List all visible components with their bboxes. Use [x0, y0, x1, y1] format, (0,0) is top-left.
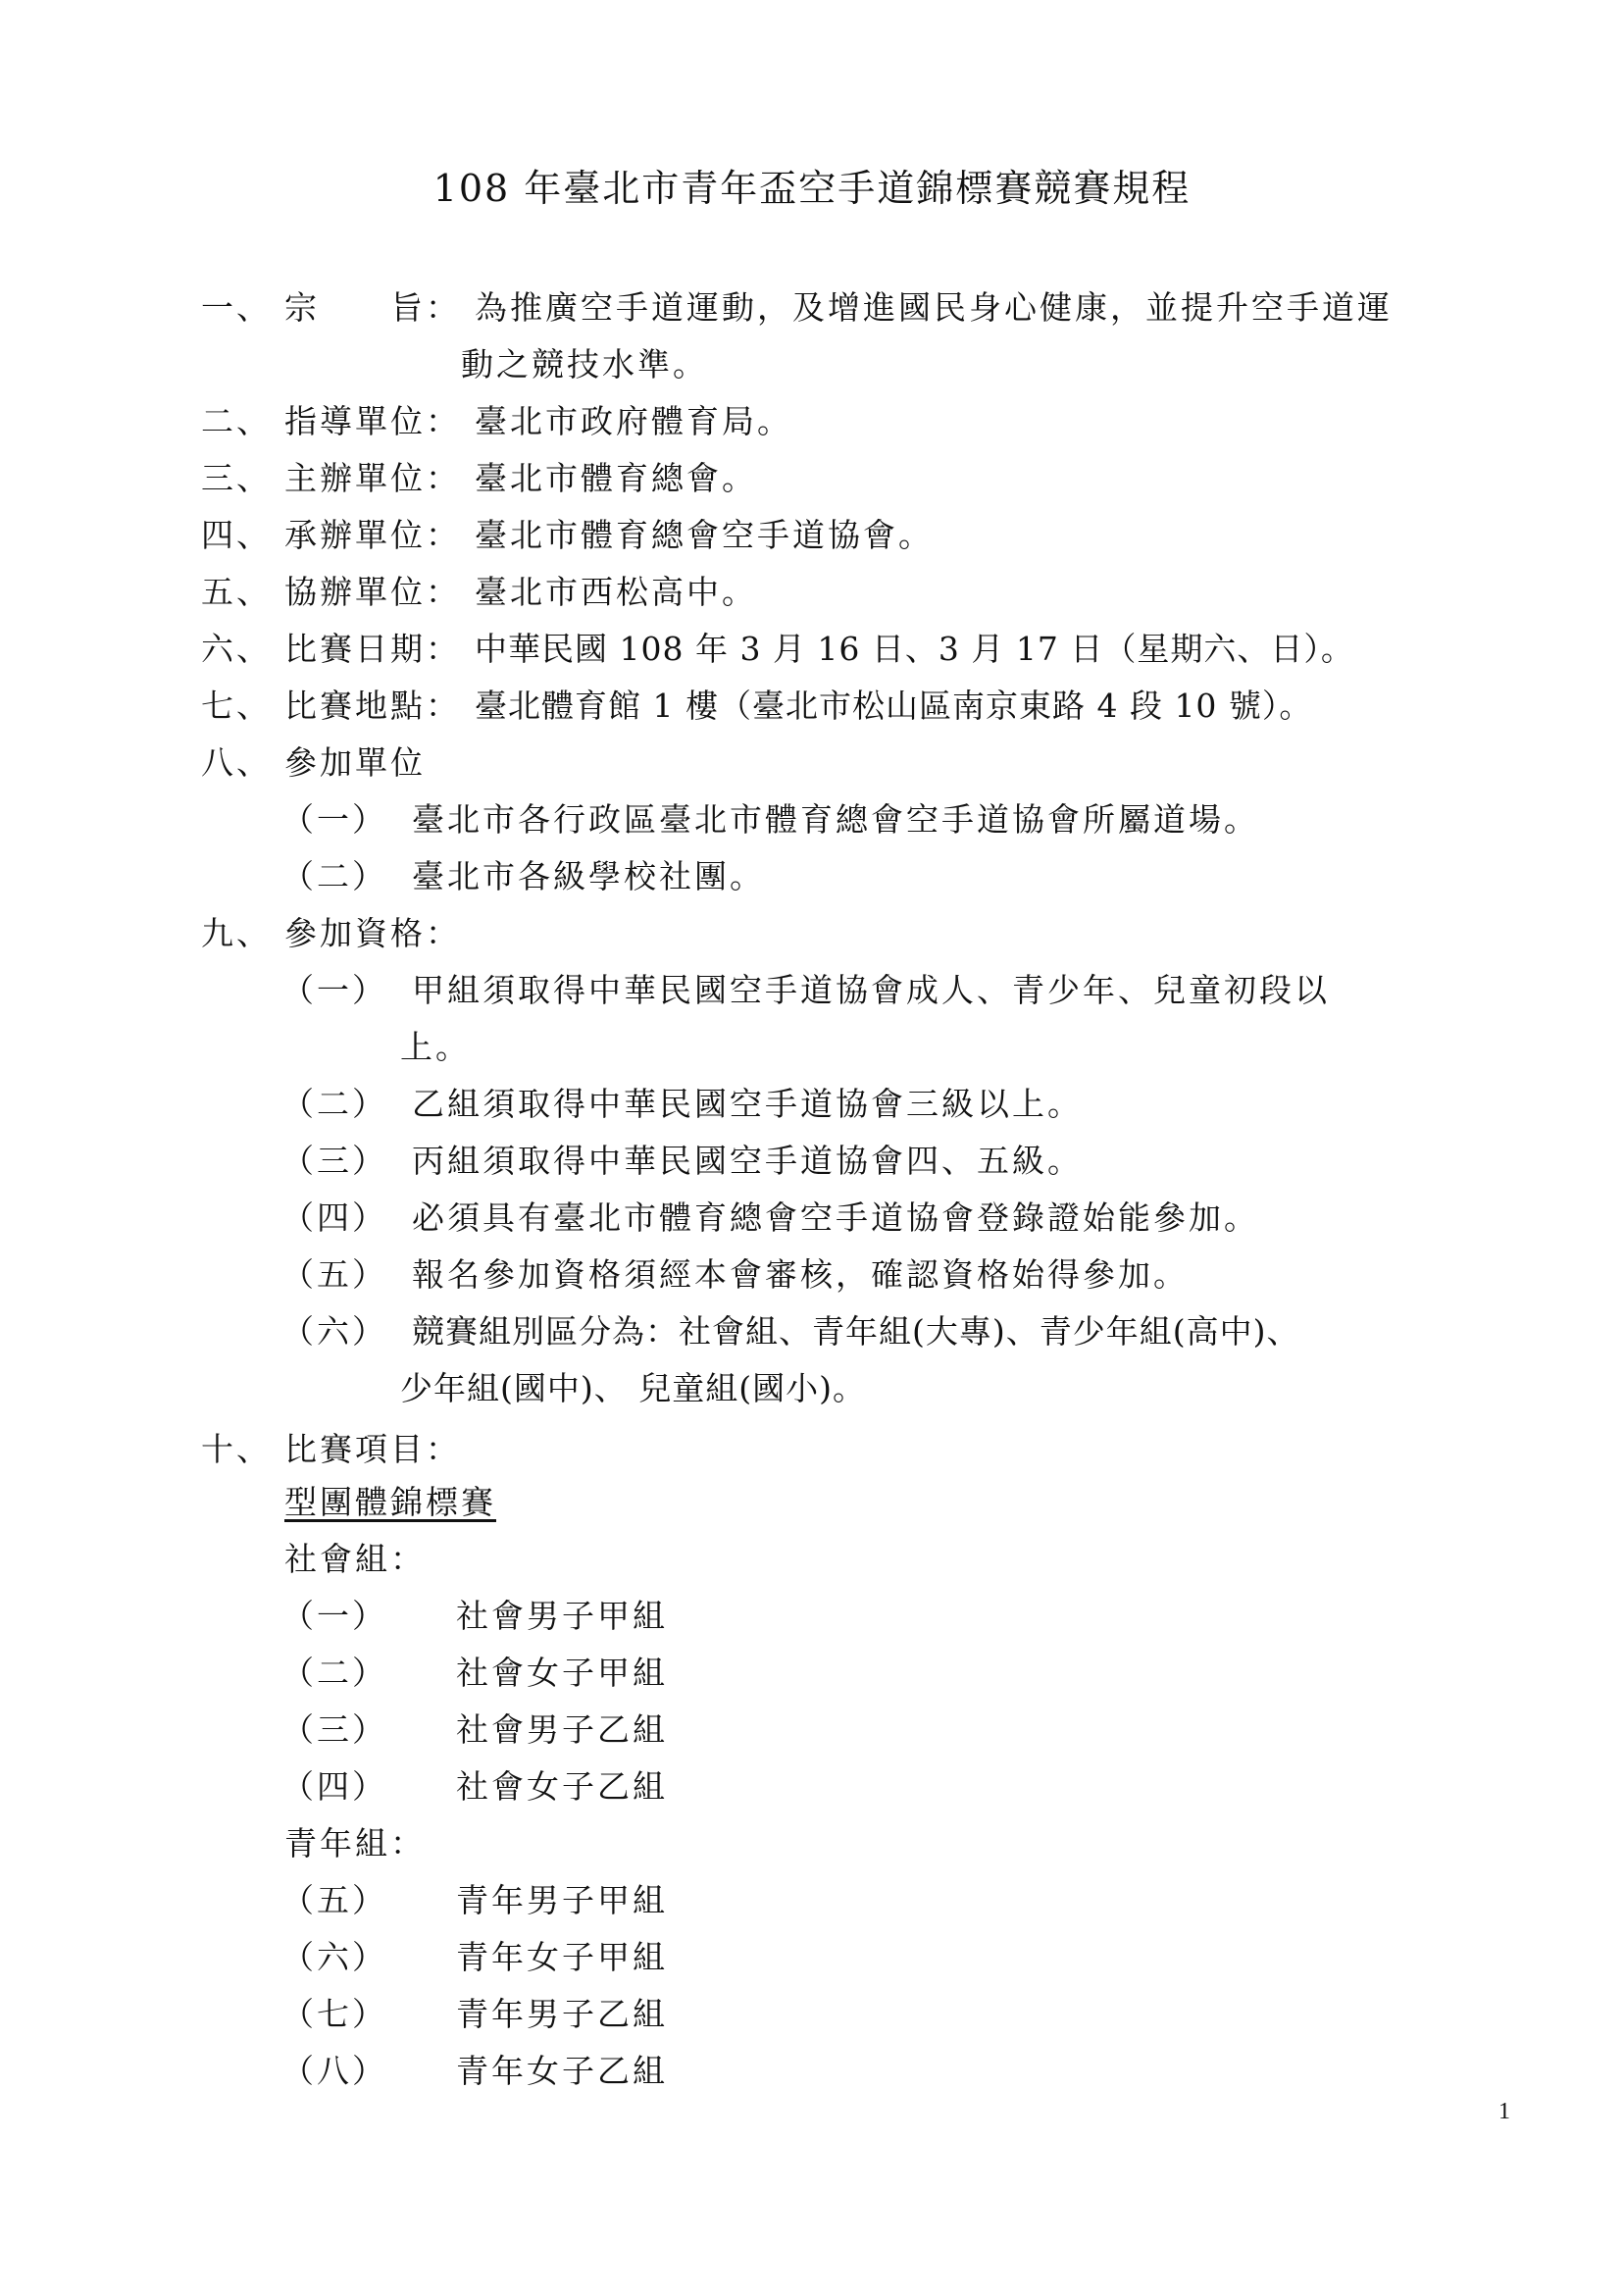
competition-heading: 型團體錦標賽 — [284, 1483, 496, 1521]
section-number: 二、 — [201, 402, 272, 440]
list-item-number: （六） — [281, 1938, 387, 1976]
sub-item-text: 報名參加資格須經本會審核，確認資格始得參加。 — [412, 1255, 1189, 1294]
sub-item-number: （四） — [281, 1198, 387, 1237]
sub-item-number: （一） — [281, 800, 387, 839]
sub-item-number: （六） — [281, 1312, 387, 1351]
section-number: 十、 — [201, 1430, 272, 1468]
section-number: 五、 — [201, 573, 272, 611]
list-item-text: 青年女子乙組 — [456, 2052, 668, 2090]
section-label: 比賽地點： — [284, 687, 461, 725]
section-number: 四、 — [201, 516, 272, 554]
list-item-number: （五） — [281, 1881, 387, 1919]
section-value: 臺北市政府體育局。 — [475, 402, 792, 440]
list-item-number: （八） — [281, 2052, 387, 2090]
sub-item-text: 必須具有臺北市體育總會空手道協會登錄證始能參加。 — [412, 1198, 1259, 1237]
document-title: 108 年臺北市青年盃空手道錦標賽競賽規程 — [432, 167, 1192, 210]
page-number: 1 — [1498, 2099, 1510, 2124]
section-value: 臺北體育館 1 樓（臺北市松山區南京東路 4 段 10 號）。 — [475, 687, 1313, 725]
list-item-text: 青年男子乙組 — [456, 1995, 668, 2033]
group-heading: 社會組： — [284, 1540, 426, 1578]
section-number: 六、 — [201, 630, 272, 668]
section-value: 臺北市體育總會。 — [475, 459, 757, 497]
section-value: 臺北市體育總會空手道協會。 — [475, 516, 934, 554]
section-value: 為推廣空手道運動，及增進國民身心健康，並提升空手道運 — [475, 288, 1393, 327]
section-label: 主辦單位： — [284, 459, 461, 497]
sub-item-text: 臺北市各級學校社團。 — [412, 857, 765, 895]
sub-item-number: （二） — [281, 1085, 387, 1123]
list-item-text: 社會女子乙組 — [456, 1767, 668, 1806]
sub-item-number: （五） — [281, 1255, 387, 1294]
list-item-number: （七） — [281, 1995, 387, 2033]
section-label: 承辦單位： — [284, 516, 461, 554]
sub-item-text: 臺北市各行政區臺北市體育總會空手道協會所屬道場。 — [412, 800, 1259, 839]
sub-item-text-continuation: 上。 — [400, 1028, 471, 1066]
sub-item-text: 乙組須取得中華民國空手道協會三級以上。 — [412, 1085, 1083, 1123]
list-item-number: （三） — [281, 1710, 387, 1749]
section-number: 一、 — [201, 288, 272, 327]
section-label: 協辦單位： — [284, 573, 461, 611]
section-number: 三、 — [201, 459, 272, 497]
list-item-text: 社會女子甲組 — [456, 1654, 668, 1692]
section-label: 宗 旨： — [284, 288, 461, 327]
section-label: 比賽日期： — [284, 630, 461, 668]
sub-item-text-continuation: 少年組(國中)、 兒童組(國小)。 — [400, 1369, 866, 1407]
sub-item-text: 競賽組別區分為：社會組、青年組(大專)、青少年組(高中)、 — [412, 1312, 1300, 1351]
list-item-number: （二） — [281, 1654, 387, 1692]
list-item-number: （四） — [281, 1767, 387, 1806]
section-label: 指導單位： — [284, 402, 461, 440]
sub-item-text: 甲組須取得中華民國空手道協會成人、青少年、兒童初段以 — [412, 971, 1330, 1009]
list-item-text: 青年女子甲組 — [456, 1938, 668, 1976]
sub-item-number: （二） — [281, 857, 387, 895]
section-label: 參加資格： — [284, 914, 461, 952]
section-number: 七、 — [201, 687, 272, 725]
sub-item-number: （三） — [281, 1142, 387, 1180]
sub-item-text: 丙組須取得中華民國空手道協會四、五級。 — [412, 1142, 1083, 1180]
list-item-text: 青年男子甲組 — [456, 1881, 668, 1919]
list-item-number: （一） — [281, 1597, 387, 1635]
group-heading: 青年組： — [284, 1824, 426, 1862]
section-label: 參加單位 — [284, 743, 426, 782]
section-label: 比賽項目： — [284, 1430, 461, 1468]
list-item-text: 社會男子甲組 — [456, 1597, 668, 1635]
section-value-continuation: 動之競技水準。 — [461, 345, 708, 383]
section-value: 中華民國 108 年 3 月 16 日、3 月 17 日（星期六、日）。 — [475, 630, 1354, 668]
section-number: 八、 — [201, 743, 272, 782]
sub-item-number: （一） — [281, 971, 387, 1009]
list-item-text: 社會男子乙組 — [456, 1710, 668, 1749]
section-value: 臺北市西松高中。 — [475, 573, 757, 611]
section-number: 九、 — [201, 914, 272, 952]
